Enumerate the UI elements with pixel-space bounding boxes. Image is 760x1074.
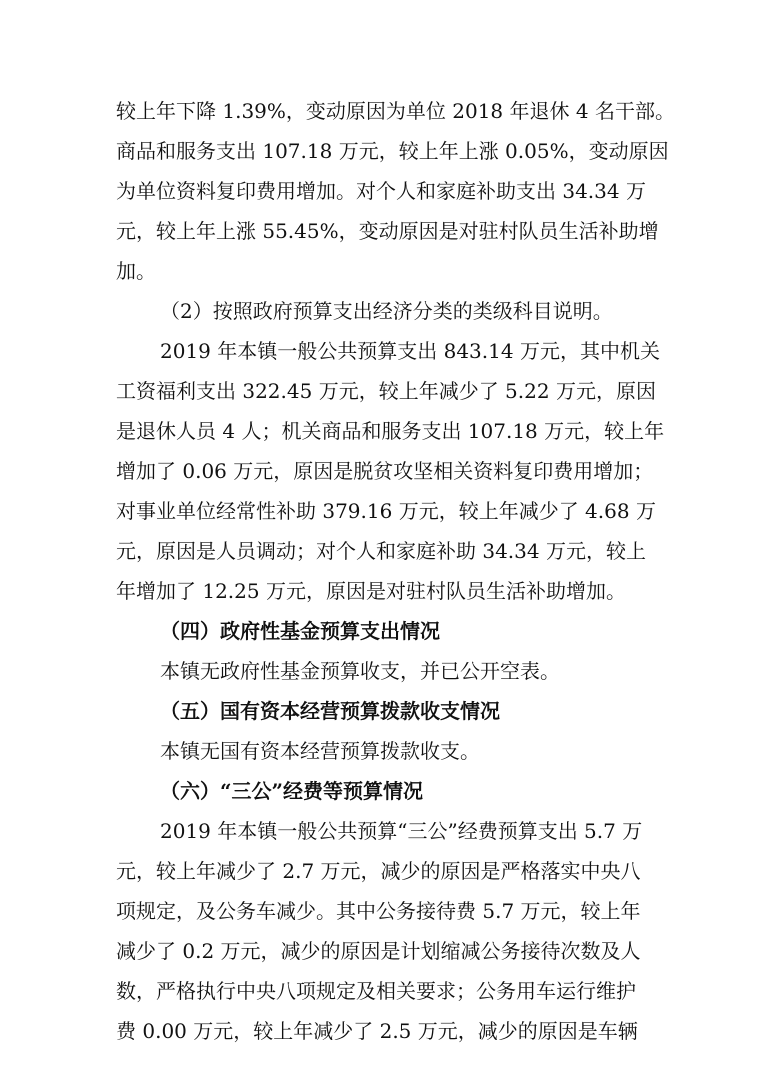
text-line: 较上年下降 1.39%，变动原因为单位 2018 年退休 4 名干部。: [116, 99, 675, 123]
paragraph-first-line: 2019 年本镇一般公共预算支出 843.14 万元，其中机关: [160, 339, 660, 363]
text-line: 增加了 0.06 万元，原因是脱贫攻坚相关资料复印费用增加；: [116, 459, 654, 483]
section-heading: （四）政府性基金预算支出情况: [160, 619, 440, 643]
text-line: 加。: [116, 259, 156, 283]
text-line: 商品和服务支出 107.18 万元，较上年上涨 0.05%，变动原因: [116, 139, 669, 163]
subsection-heading: （2）按照政府预算支出经济分类的类级科目说明。: [160, 299, 613, 323]
text-line: 元，较上年减少了 2.7 万元，减少的原因是严格落实中央八: [116, 859, 641, 883]
text-line: 是退休人员 4 人；机关商品和服务支出 107.18 万元，较上年: [116, 419, 665, 443]
text-line: 年增加了 12.25 万元，原因是对驻村队员生活补助增加。: [116, 579, 626, 603]
text-line: 工资福利支出 322.45 万元，较上年减少了 5.22 万元，原因: [116, 379, 656, 403]
section-heading: （六）“三公”经费等预算情况: [160, 779, 424, 803]
text-line: 对事业单位经常性补助 379.16 万元，较上年减少了 4.68 万: [116, 499, 656, 523]
text-line: 数，严格执行中央八项规定及相关要求；公务用车运行维护: [116, 979, 636, 1003]
text-line: 元，较上年上涨 55.45%，变动原因是对驻村队员生活补助增: [116, 219, 659, 243]
text-line: 项规定，及公务车减少。其中公务接待费 5.7 万元，较上年: [116, 899, 641, 923]
paragraph-first-line: 本镇无国有资本经营预算拨款收支。: [160, 739, 480, 763]
paragraph-first-line: 2019 年本镇一般公共预算“三公”经费预算支出 5.7 万: [160, 819, 643, 843]
text-line: 为单位资料复印费用增加。对个人和家庭补助支出 34.34 万: [116, 179, 646, 203]
text-line: 减少了 0.2 万元，减少的原因是计划缩减公务接待次数及人: [116, 939, 641, 963]
paragraph-first-line: 本镇无政府性基金预算收支，并已公开空表。: [160, 659, 560, 683]
section-heading: （五）国有资本经营预算拨款收支情况: [160, 699, 500, 723]
text-line: 元，原因是人员调动；对个人和家庭补助 34.34 万元，较上: [116, 539, 646, 563]
text-line: 费 0.00 万元，较上年减少了 2.5 万元，减少的原因是车辆: [116, 1019, 638, 1043]
